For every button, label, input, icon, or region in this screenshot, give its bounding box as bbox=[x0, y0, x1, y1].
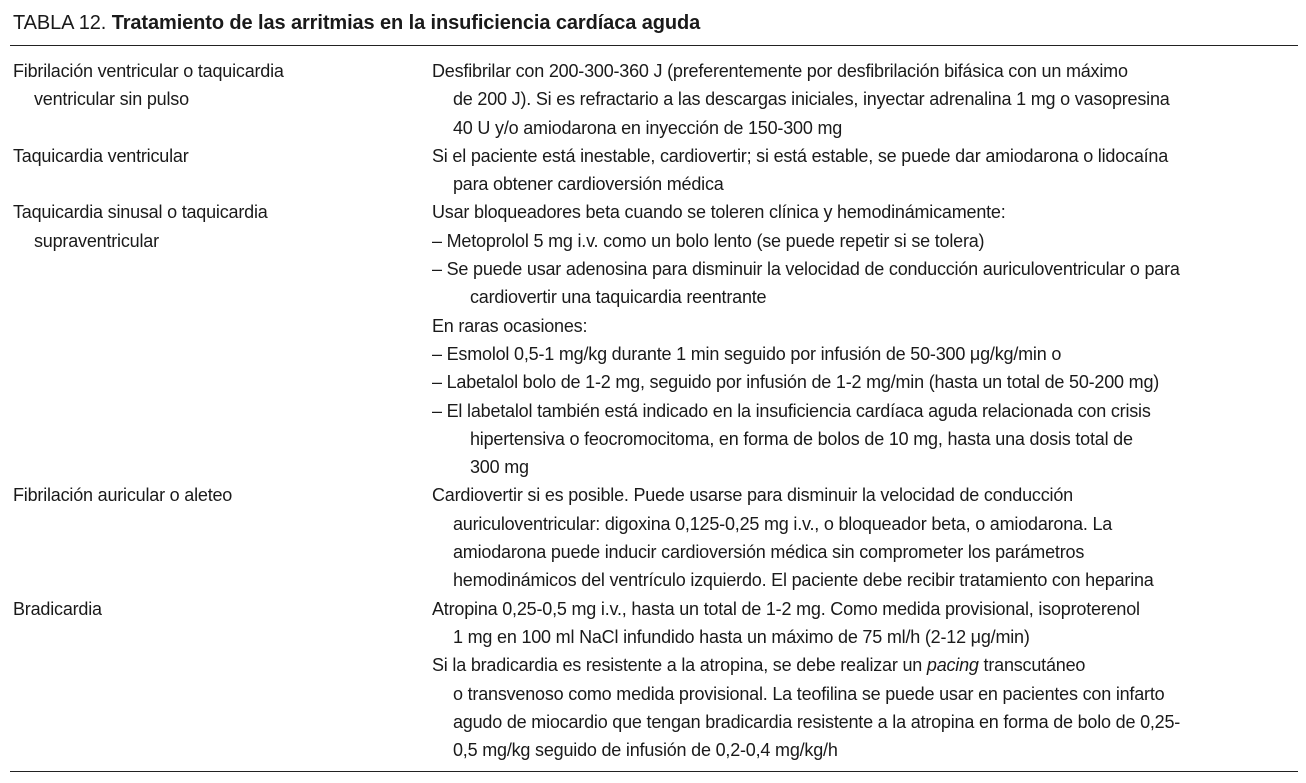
arrhythmia-table bbox=[10, 57, 1298, 764]
treatment-item bbox=[432, 397, 1298, 482]
table-title-text: Tratamiento de las arritmias en la insuficiencia cardíaca aguda bbox=[111, 12, 701, 34]
condition-cell bbox=[10, 595, 432, 623]
treatment-paragraph bbox=[432, 142, 1298, 199]
treatment-line: Cardiovertir si es posible. Puede usarse para disminuir la velocidad de conducción bbox=[432, 485, 1073, 506]
table-title bbox=[13, 10, 700, 36]
treatment-line: auriculoventricular: digoxina 0,125-0,25 mg i.v., o bloqueador beta, o amiodarona. La bbox=[453, 513, 1113, 534]
treatment-paragraph bbox=[432, 481, 1298, 594]
table-row bbox=[10, 198, 1298, 481]
condition-cell bbox=[10, 481, 432, 509]
treatment-line: 300 mg bbox=[470, 457, 529, 478]
treatment-line: o transvenoso como medida provisional. La teofilina se puede usar en pacientes con infarto bbox=[453, 683, 1165, 704]
treatment-cell bbox=[432, 142, 1298, 199]
treatment-line: cardiovertir una taquicardia reentrante bbox=[470, 287, 767, 308]
treatment-line: – El labetalol también está indicado en la insuficiencia cardíaca aguda relacionada con crisis bbox=[432, 400, 1151, 421]
treatment-paragraph bbox=[432, 651, 1298, 764]
treatment-cell bbox=[432, 57, 1298, 142]
condition-line: supraventricular bbox=[34, 230, 159, 251]
treatment-line bbox=[432, 651, 1298, 679]
treatment-intro: En raras ocasiones: bbox=[432, 315, 588, 336]
treatment-line: – Labetalol bolo de 1-2 mg, seguido por infusión de 1-2 mg/min (hasta un total de 50-200 mg) bbox=[432, 372, 1160, 393]
table-row bbox=[10, 595, 1298, 765]
treatment-line: Atropina 0,25-0,5 mg i.v., hasta un total de 1-2 mg. Como medida provisional, isoproterenol bbox=[432, 598, 1140, 619]
treatment-line: – Metoprolol 5 mg i.v. como un bolo lento (se puede repetir si se tolera) bbox=[432, 230, 985, 251]
pacing-term: pacing bbox=[926, 655, 979, 676]
condition-cell bbox=[10, 198, 432, 255]
treatment-line: – Se puede usar adenosina para disminuir la velocidad de conducción auriculoventricular o para bbox=[432, 259, 1180, 280]
treatment-line: agudo de miocardio que tengan bradicardia resistente a la atropina en forma de bolo de 0,25- bbox=[453, 711, 1181, 732]
table-row bbox=[10, 57, 1298, 142]
treatment-line: hemodinámicos del ventrículo izquierdo. El paciente debe recibir tratamiento con heparina bbox=[453, 570, 1154, 591]
treatment-intro: Usar bloqueadores beta cuando se toleren clínica y hemodinámicamente: bbox=[432, 202, 1006, 223]
treatment-line: amiodarona puede inducir cardioversión médica sin comprometer los parámetros bbox=[453, 542, 1085, 563]
treatment-line: para obtener cardioversión médica bbox=[453, 174, 724, 195]
treatment-item bbox=[432, 340, 1298, 368]
condition-cell bbox=[10, 57, 432, 114]
treatment-line: 40 U y/o amiodarona en inyección de 150-300 mg bbox=[453, 117, 843, 138]
table-number: TABLA 12. bbox=[13, 12, 107, 34]
condition-line: Fibrilación ventricular o taquicardia bbox=[13, 61, 284, 81]
treatment-item bbox=[432, 255, 1298, 312]
treatment-line: 0,5 mg/kg seguido de infusión de 0,2-0,4 mg/kg/h bbox=[453, 740, 838, 761]
treatment-line: 1 mg en 100 ml NaCl infundido hasta un máximo de 75 ml/h (2-12 μg/min) bbox=[453, 626, 1030, 647]
table-row bbox=[10, 142, 1298, 199]
treatment-item bbox=[432, 368, 1298, 396]
treatment-cell bbox=[432, 595, 1298, 765]
treatment-line: Desfibrilar con 200-300-360 J (preferentemente por desfibrilación bifásica con un máximo bbox=[432, 61, 1128, 81]
treatment-cell bbox=[432, 481, 1298, 594]
bottom-rule bbox=[10, 771, 1298, 772]
condition-line: Taquicardia sinusal o taquicardia bbox=[13, 202, 268, 223]
pacing-text-post: transcutáneo bbox=[978, 655, 1086, 676]
condition-line: Fibrilación auricular o aleteo bbox=[13, 485, 233, 506]
treatment-item bbox=[432, 227, 1298, 255]
condition-line: Taquicardia ventricular bbox=[13, 145, 189, 166]
treatment-paragraph bbox=[432, 57, 1298, 142]
treatment-line: hipertensiva o feocromocitoma, en forma de bolos de 10 mg, hasta una dosis total de bbox=[470, 428, 1133, 449]
table-row bbox=[10, 481, 1298, 594]
condition-line: Bradicardia bbox=[13, 598, 102, 619]
top-rule bbox=[10, 45, 1298, 46]
treatment-line: – Esmolol 0,5-1 mg/kg durante 1 min seguido por infusión de 50-300 μg/kg/min o bbox=[432, 343, 1062, 364]
treatment-cell bbox=[432, 198, 1298, 481]
condition-cell bbox=[10, 142, 432, 170]
treatment-line: Si el paciente está inestable, cardiovertir; si está estable, se puede dar amiodarona o lidocaína bbox=[432, 145, 1169, 166]
pacing-text-pre: Si la bradicardia es resistente a la atropina, se debe realizar un bbox=[432, 655, 927, 676]
treatment-line: de 200 J). Si es refractario a las descargas iniciales, inyectar adrenalina 1 mg o vasopresina bbox=[453, 89, 1170, 110]
condition-line: ventricular sin pulso bbox=[34, 89, 189, 110]
treatment-paragraph bbox=[432, 595, 1298, 652]
